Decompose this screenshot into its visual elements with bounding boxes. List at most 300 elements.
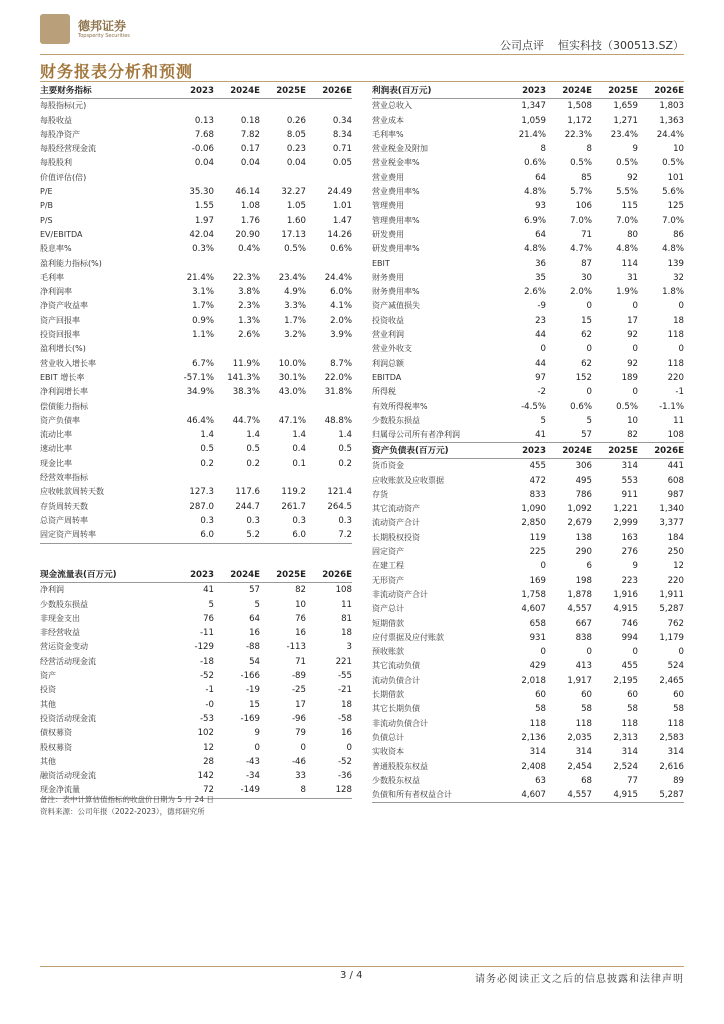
cell-value: 1,363: [659, 115, 684, 126]
cell-value: 0: [632, 344, 638, 355]
row-label: 价值评估(倍): [40, 172, 87, 182]
cell-value: 1,340: [659, 504, 684, 515]
cell-value: 0.13: [194, 115, 214, 126]
cell-value: 4,915: [592, 788, 638, 803]
company-logo: [40, 14, 190, 48]
row-label: 股息率%: [40, 244, 72, 254]
cell-value: [168, 171, 214, 185]
header-divider: [40, 54, 684, 55]
cell-value: 128: [306, 783, 352, 798]
table-title: 利润表(百万元): [372, 84, 500, 99]
row-label: 固定资产: [372, 547, 404, 557]
table-row: [372, 428, 684, 443]
cell-value: [260, 99, 306, 114]
row-label: 流动资产合计: [372, 518, 420, 528]
cell-value: -88: [245, 642, 260, 653]
cell-value: 57: [546, 428, 592, 443]
cell-value: 23: [535, 315, 546, 326]
cell-value: 264.5: [327, 501, 352, 512]
cell-value: 0.4%: [238, 244, 260, 255]
cell-value: 1,758: [521, 589, 546, 600]
cell-value: 2,465: [659, 675, 684, 686]
cell-value: 6.0: [260, 528, 306, 543]
cell-value: 0.5%: [616, 158, 638, 169]
cell-value: 287.0: [189, 501, 214, 512]
row-label: 净利润: [40, 585, 64, 595]
cell-value: 6: [586, 561, 592, 572]
table-row: [372, 299, 684, 313]
cell-value: 1.55: [194, 201, 214, 212]
report-type: 公司点评: [499, 39, 544, 52]
table-row: [40, 371, 352, 385]
table-header-row: [40, 568, 352, 583]
row-label: 负债总计: [372, 732, 404, 742]
cell-value: 0.3: [338, 515, 352, 526]
cell-value: 0.3: [246, 515, 260, 526]
cell-value: 5.5%: [616, 187, 638, 198]
cell-value: 92: [627, 358, 638, 369]
table-row: [40, 328, 352, 342]
cell-value: 152: [575, 372, 592, 383]
table-row: [372, 285, 684, 299]
cell-value: 48.8%: [324, 415, 352, 426]
row-label: 营业费用: [372, 172, 404, 182]
cell-value: 786: [575, 489, 592, 500]
cell-value: 455: [529, 461, 546, 472]
row-label: 少数股东权益: [372, 775, 420, 785]
cell-value: 57: [249, 585, 260, 596]
column-header: 2025E: [592, 84, 638, 99]
table-row: [372, 342, 684, 356]
cell-value: 0.5%: [616, 401, 638, 412]
table-row: [40, 385, 352, 399]
cell-value: [306, 171, 352, 185]
cell-value: 17: [627, 315, 638, 326]
cell-value: [168, 471, 214, 485]
cell-value: 36: [535, 258, 546, 269]
row-label: 在建工程: [372, 561, 404, 571]
table-row: [40, 142, 352, 156]
cell-value: 20.90: [235, 229, 260, 240]
cell-value: 838: [575, 632, 592, 643]
cell-value: 0.4: [292, 444, 306, 455]
cell-value: 5.7%: [570, 187, 592, 198]
cell-value: 184: [667, 532, 684, 543]
cell-value: 17: [295, 699, 306, 710]
table-row: [40, 428, 352, 442]
cell-value: 44: [535, 330, 546, 341]
cell-value: 64: [535, 229, 546, 240]
row-label: 净资产收益率: [40, 301, 88, 311]
logo-icon: [40, 14, 70, 44]
cell-value: -0: [205, 699, 214, 710]
cell-value: 4.7%: [570, 244, 592, 255]
cell-value: 3,377: [659, 518, 684, 529]
column-header: 2025E: [260, 84, 306, 99]
row-label: 净利润率: [40, 287, 72, 297]
table-row: [372, 171, 684, 185]
cell-value: 15: [249, 699, 260, 710]
cell-value: 10: [295, 599, 306, 610]
cell-value: 16: [295, 628, 306, 639]
row-label: 应付票据及应付账款: [372, 632, 444, 642]
cell-value: 138: [575, 532, 592, 543]
cell-value: 4.8%: [524, 244, 546, 255]
cell-value: 60: [673, 690, 684, 701]
row-label: 营业外收支: [372, 344, 412, 354]
row-label: 其他: [40, 756, 56, 766]
cell-value: 5: [540, 415, 546, 426]
cell-value: 24.4%: [656, 129, 684, 140]
table-row: [372, 659, 684, 673]
table-row: [40, 755, 352, 769]
cell-value: [168, 257, 214, 271]
cell-value: [214, 99, 260, 114]
cell-value: 9: [632, 144, 638, 155]
table-row: [40, 299, 352, 313]
row-label: 偿债能力指标: [40, 401, 88, 411]
cell-value: -113: [286, 642, 306, 653]
row-label: 资产减值损失: [372, 301, 420, 311]
cell-value: 1.4: [246, 430, 260, 441]
row-label: 现金净流量: [40, 783, 168, 798]
cell-value: 1.4: [338, 430, 352, 441]
cell-value: 16: [249, 628, 260, 639]
cell-value: 0.5: [338, 444, 352, 455]
table-row: [40, 583, 352, 598]
table-row: [40, 698, 352, 712]
cell-value: 30.1%: [278, 372, 306, 383]
cell-value: -129: [194, 642, 214, 653]
cell-value: 0: [586, 647, 592, 658]
table-row: [40, 712, 352, 726]
row-label: 资产: [40, 671, 56, 681]
table-row: [372, 474, 684, 488]
row-label: 投资回报率: [40, 330, 80, 340]
row-label: 盈利增长(%): [40, 344, 86, 354]
cell-value: 15: [581, 315, 592, 326]
cell-value: 0.23: [286, 144, 306, 155]
cell-value: 314: [621, 747, 638, 758]
cell-value: 21.4%: [518, 129, 546, 140]
cell-value: 1,508: [567, 101, 592, 112]
row-label: 总资产周转率: [40, 515, 88, 525]
table-row: [40, 257, 352, 271]
table-row: [40, 128, 352, 142]
cell-value: 8: [540, 144, 546, 155]
table-row: [372, 531, 684, 545]
cell-value: 1.76: [240, 215, 260, 226]
row-label: 营业利润: [372, 330, 404, 340]
cell-value: 0: [300, 742, 306, 753]
cell-value: 63: [535, 775, 546, 786]
cell-value: 46.14: [235, 187, 260, 198]
cell-value: 2,136: [521, 732, 546, 743]
table-row: [40, 598, 352, 612]
table-row: [40, 655, 352, 669]
cell-value: -57.1%: [183, 372, 214, 383]
cell-value: 0: [586, 387, 592, 398]
table-row: [372, 516, 684, 530]
cell-value: 2,999: [613, 518, 638, 529]
cell-value: 119.2: [281, 487, 306, 498]
row-label: 经营活动现金流: [40, 656, 96, 666]
cell-value: [306, 99, 352, 114]
cell-value: 44.7%: [232, 415, 260, 426]
page-title: 财务报表分析和预测: [40, 62, 194, 81]
cell-value: 455: [621, 661, 638, 672]
cell-value: 1.01: [332, 201, 352, 212]
table-row: [372, 371, 684, 385]
table-row: [40, 683, 352, 697]
cell-value: 101: [667, 172, 684, 183]
cell-value: [260, 342, 306, 356]
cell-value: 987: [667, 489, 684, 500]
cell-value: 3.8%: [238, 287, 260, 298]
cell-value: 261.7: [281, 501, 306, 512]
cell-value: 0: [540, 647, 546, 658]
cell-value: 11: [673, 415, 684, 426]
row-label: 投资: [40, 685, 56, 695]
row-label: 经营效率指标: [40, 473, 88, 483]
table-row: [372, 631, 684, 645]
table-row: [372, 142, 684, 156]
cell-value: [214, 342, 260, 356]
cell-value: 0: [586, 301, 592, 312]
cell-value: 41: [500, 428, 546, 443]
cell-value: 994: [621, 632, 638, 643]
table-row: [40, 726, 352, 740]
cell-value: 106: [575, 201, 592, 212]
cell-value: 1.05: [286, 201, 306, 212]
cell-value: 220: [667, 575, 684, 586]
footer-divider: [40, 966, 684, 967]
column-header: 2026E: [638, 444, 684, 459]
company-ticker: 恒实科技（300513.SZ）: [557, 39, 684, 52]
cell-value: 1,221: [613, 504, 638, 515]
cell-value: 1,059: [521, 115, 546, 126]
cell-value: 553: [621, 475, 638, 486]
cell-value: -52: [337, 756, 352, 767]
cell-value: 42.04: [189, 229, 214, 240]
column-header: 2023: [168, 84, 214, 99]
cell-value: 5: [586, 415, 592, 426]
cell-value: 118: [529, 718, 546, 729]
cell-value: 8.05: [286, 129, 306, 140]
cell-value: [260, 171, 306, 185]
cell-value: 0.05: [332, 158, 352, 169]
table-row: [40, 612, 352, 626]
cell-value: 58: [535, 704, 546, 715]
cell-value: 5,287: [659, 604, 684, 615]
logo-name: 德邦证券: [78, 19, 127, 33]
row-label: 普通股股东权益: [372, 761, 428, 771]
cell-value: 0.2: [246, 458, 260, 469]
cell-value: 1.9%: [616, 287, 638, 298]
table-note: 备注：表中计算估值指标的收盘价日期为 5 月 24 日: [40, 795, 214, 804]
table-row: [372, 128, 684, 142]
cell-value: 80: [627, 229, 638, 240]
cell-value: 2,313: [613, 732, 638, 743]
cell-value: 108: [638, 428, 684, 443]
logo-subtitle: Topsperity Securities: [78, 33, 130, 39]
cell-value: -46: [291, 756, 306, 767]
cell-value: 139: [667, 258, 684, 269]
cell-value: 23.4%: [278, 272, 306, 283]
cell-value: 0.1: [292, 458, 306, 469]
cell-value: 30: [581, 272, 592, 283]
cell-value: [214, 471, 260, 485]
cell-value: 8.34: [332, 129, 352, 140]
cell-value: 62: [581, 330, 592, 341]
table-row: [372, 199, 684, 213]
cell-value: -96: [291, 713, 306, 724]
cell-value: 92: [627, 330, 638, 341]
table-row: [372, 745, 684, 759]
cell-value: -169: [240, 713, 260, 724]
cell-value: 92: [627, 172, 638, 183]
cell-value: 0.2: [200, 458, 214, 469]
table-row: [372, 459, 684, 474]
cell-value: 79: [295, 728, 306, 739]
cell-value: 89: [673, 775, 684, 786]
cell-value: 4,607: [521, 604, 546, 615]
cell-value: 127.3: [189, 487, 214, 498]
cell-value: 9: [632, 561, 638, 572]
table-row: [372, 702, 684, 716]
cell-value: 119: [529, 532, 546, 543]
cell-value: 0.6%: [570, 401, 592, 412]
table-row: [372, 731, 684, 745]
cell-value: 64: [249, 613, 260, 624]
table-row: [40, 214, 352, 228]
table-row: [372, 385, 684, 399]
cell-value: 18: [673, 315, 684, 326]
table-row: [40, 156, 352, 170]
table-row: [40, 528, 352, 543]
cell-value: [260, 471, 306, 485]
row-label: 长期借款: [372, 690, 404, 700]
table-title: 现金流量表(百万元): [40, 568, 168, 583]
row-label: 毛利率: [40, 272, 64, 282]
column-header: 2026E: [638, 84, 684, 99]
cell-value: [306, 471, 352, 485]
row-label: 管理费用率%: [372, 215, 420, 225]
row-label: 融资活动现金流: [40, 771, 96, 781]
table-row: [372, 214, 684, 228]
cell-value: 163: [621, 532, 638, 543]
cell-value: 1,347: [521, 101, 546, 112]
cell-value: 833: [529, 489, 546, 500]
cell-value: 0.6%: [330, 244, 352, 255]
row-label: 投资收益: [372, 315, 404, 325]
cell-value: 0: [632, 301, 638, 312]
cell-value: 58: [581, 704, 592, 715]
row-label: 应收帐款周转天数: [40, 487, 104, 497]
cell-value: 81: [341, 613, 352, 624]
cell-value: 23.4%: [610, 129, 638, 140]
cell-value: 2,679: [567, 518, 592, 529]
table-row: [40, 769, 352, 783]
cell-value: 314: [529, 747, 546, 758]
cell-value: 5.2: [214, 528, 260, 543]
cell-value: 1.97: [194, 215, 214, 226]
cell-value: 2,035: [567, 732, 592, 743]
cell-value: 225: [529, 547, 546, 558]
cell-value: 314: [667, 747, 684, 758]
cell-value: 31: [627, 272, 638, 283]
cell-value: 7.82: [240, 129, 260, 140]
table-row: [372, 588, 684, 602]
table-row: [372, 314, 684, 328]
cell-value: 0.71: [332, 144, 352, 155]
cell-value: 5,287: [638, 788, 684, 803]
cell-value: 0.26: [286, 115, 306, 126]
row-label: 资产总计: [372, 604, 404, 614]
cell-value: 1,911: [659, 589, 684, 600]
cell-value: -1: [205, 685, 214, 696]
cell-value: 4.8%: [524, 187, 546, 198]
disclaimer: 请务必阅读正文之后的信息披露和法律声明: [475, 974, 684, 985]
table-header-row: [372, 444, 684, 459]
cell-value: 495: [575, 475, 592, 486]
row-label: 营业税金率%: [372, 158, 420, 168]
cell-value: [214, 400, 260, 414]
cell-value: 32: [673, 272, 684, 283]
cell-value: 250: [667, 547, 684, 558]
cell-value: 0.5%: [662, 158, 684, 169]
table-row: [372, 674, 684, 688]
cell-value: 2.0%: [330, 315, 352, 326]
cell-value: 1.7%: [284, 315, 306, 326]
cell-value: 2,018: [521, 675, 546, 686]
cell-value: 608: [667, 475, 684, 486]
row-label: 现金比率: [40, 458, 72, 468]
cell-value: 10: [627, 415, 638, 426]
cell-value: -89: [291, 671, 306, 682]
column-header: 2024E: [214, 568, 260, 583]
cell-value: -166: [240, 671, 260, 682]
cell-value: 1.1%: [192, 330, 214, 341]
cell-value: 21.4%: [186, 272, 214, 283]
cell-value: 22.3%: [232, 272, 260, 283]
row-label: 有效所得税率%: [372, 401, 428, 411]
cell-value: 60: [627, 690, 638, 701]
cell-value: 47.1%: [278, 415, 306, 426]
cell-value: 4,557: [546, 788, 592, 803]
table-title: 主要财务指标: [40, 84, 168, 99]
column-header: 2025E: [260, 568, 306, 583]
row-label: 短期借款: [372, 618, 404, 628]
cell-value: 198: [575, 575, 592, 586]
row-label: P/B: [40, 201, 54, 211]
cell-value: 10.0%: [278, 358, 306, 369]
table-row: [40, 741, 352, 755]
row-label: 管理费用: [372, 201, 404, 211]
cell-value: 1,179: [659, 632, 684, 643]
row-label: 投资活动现金流: [40, 713, 96, 723]
cell-value: 118: [575, 718, 592, 729]
cell-value: 68: [581, 775, 592, 786]
cell-value: 0: [254, 742, 260, 753]
cell-value: 524: [667, 661, 684, 672]
cell-value: 2,408: [521, 761, 546, 772]
row-label: 固定资产周转率: [40, 528, 168, 543]
cell-value: 7.0%: [570, 215, 592, 226]
row-label: 每股指标(元): [40, 101, 87, 111]
cell-value: 4.9%: [284, 287, 306, 298]
cell-value: 1.47: [332, 215, 352, 226]
